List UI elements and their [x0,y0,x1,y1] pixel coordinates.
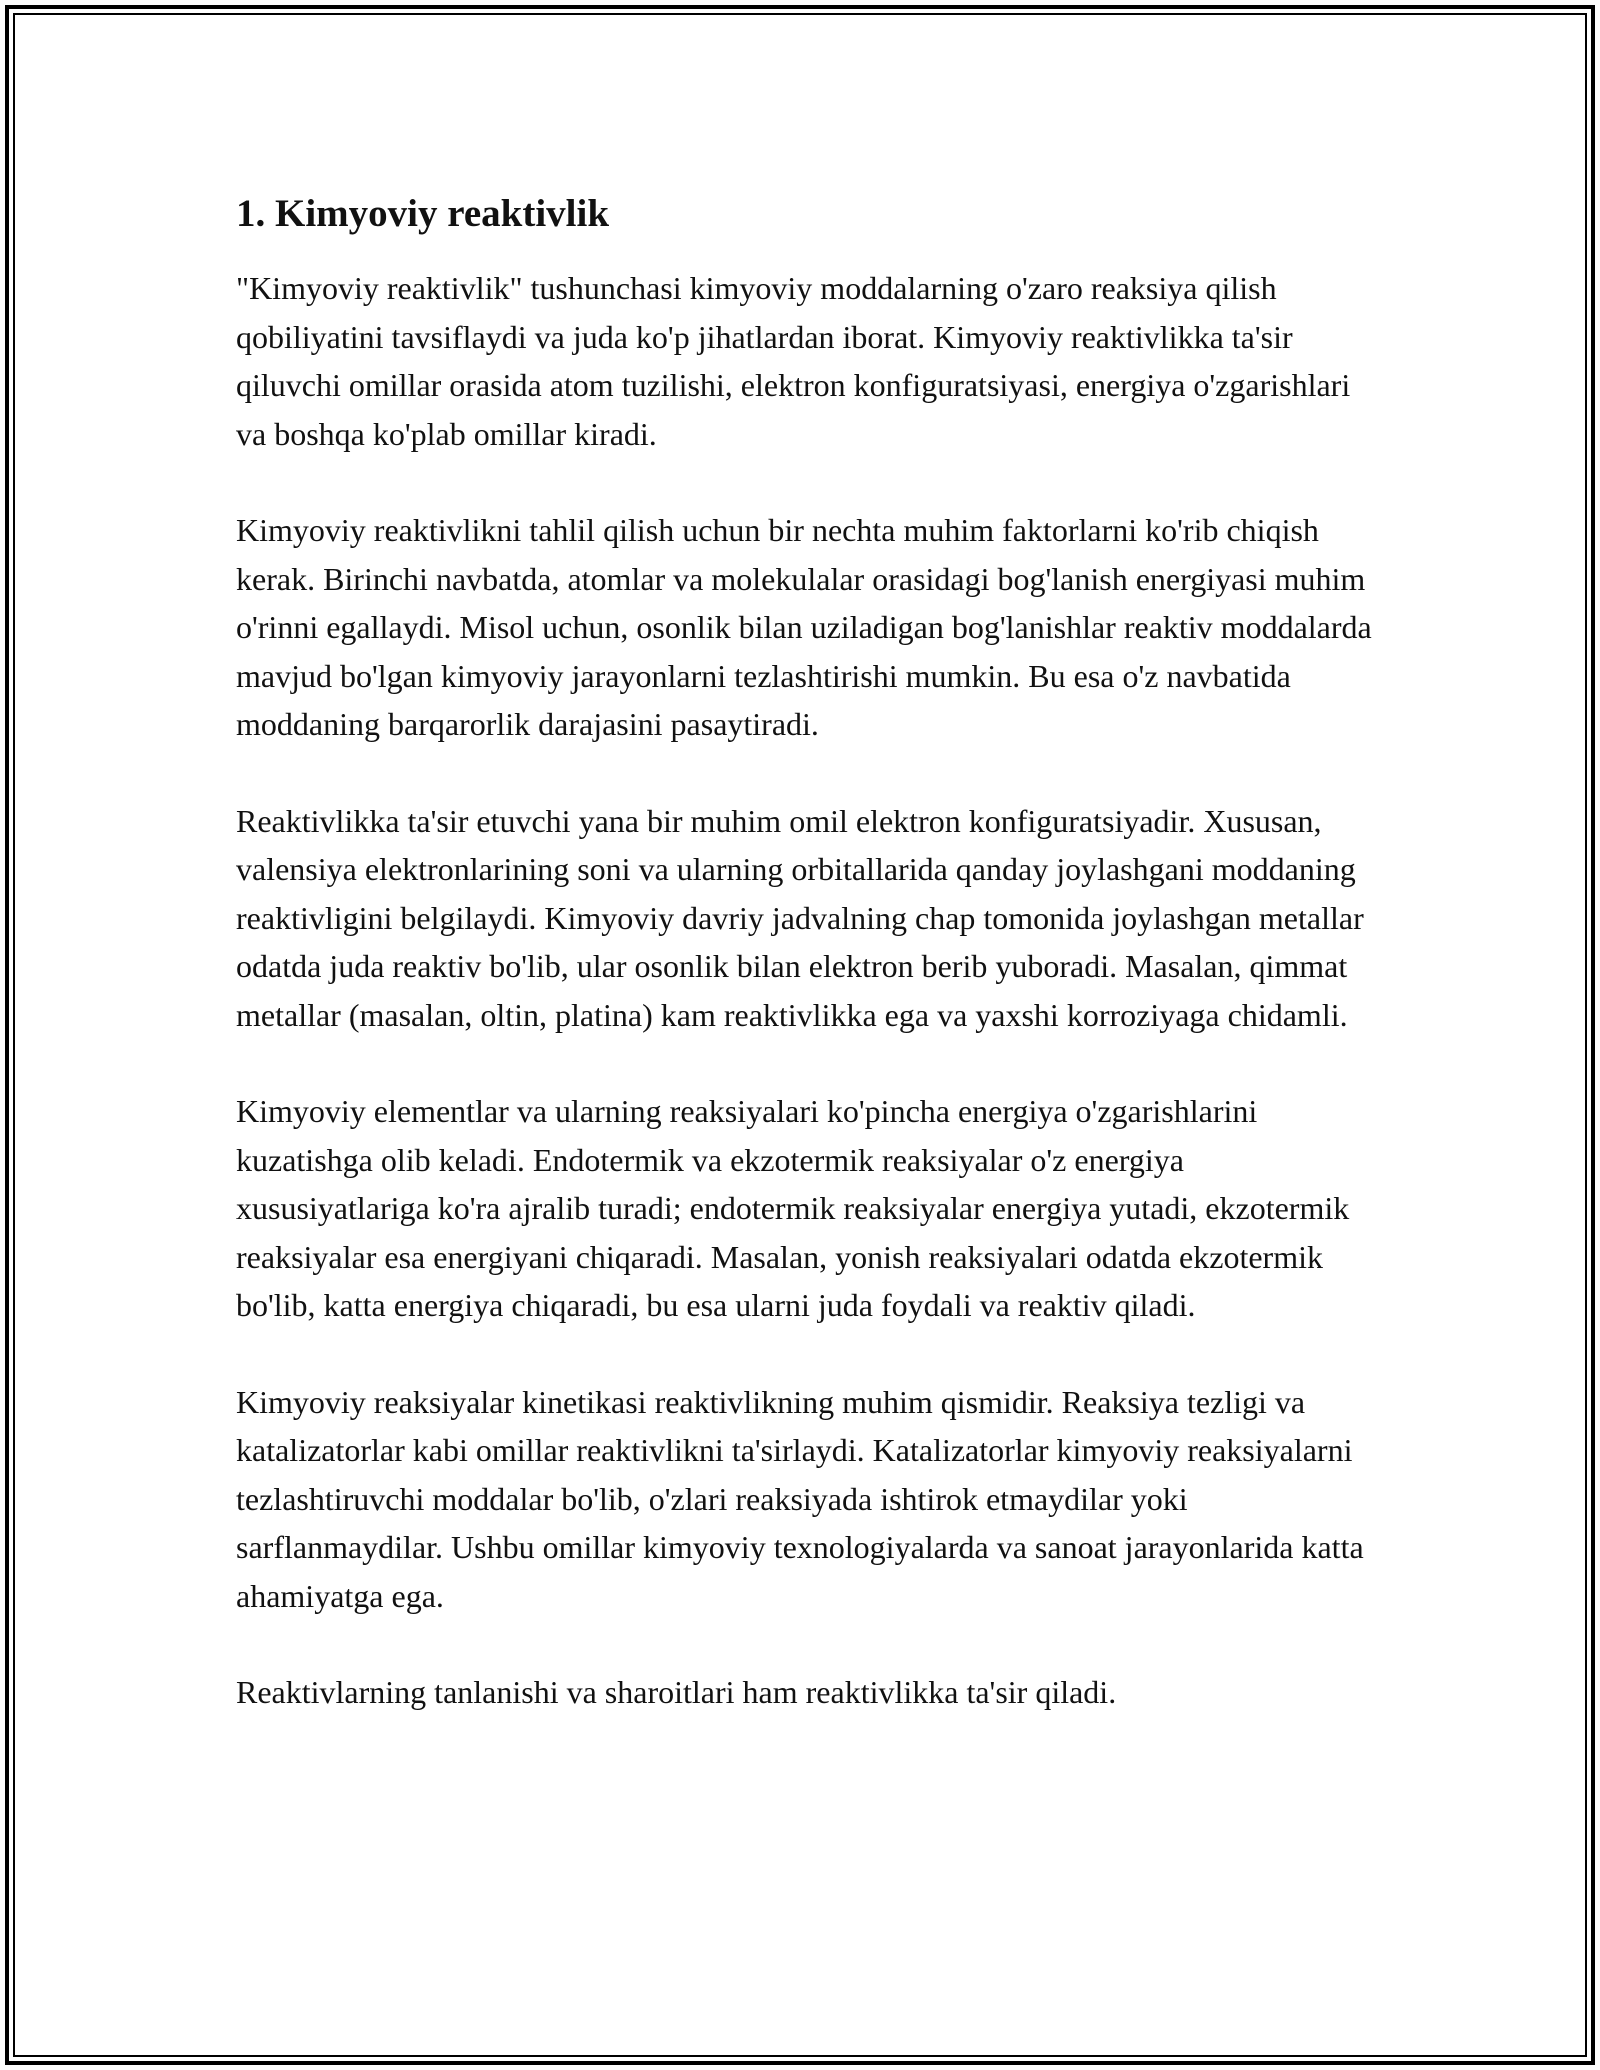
paragraph-2: Kimyoviy reaktivlikni tahlil qilish uchun bir nechta muhim faktorlarni ko'rib chiqish kerak. Birinchi navbatda, atomlar va molekulalar orasidagi bog'lanish energiyasi muhim o'rinni egallaydi. Misol uchun, osonlik bilan uziladigan bog'lanishlar reaktiv moddalarda mavjud bo'lgan kimyoviy jarayonlarni tezlashtirishi mumkin. Bu esa o'z navbatida moddaning barqarorlik darajasini pasaytiradi. [236,512,1372,742]
paragraph-3: Reaktivlikka ta'sir etuvchi yana bir muhim omil elektron konfiguratsiyadir. Xususan, valensiya elektronlarining soni va ularning orbitallarida qanday joylashgani moddaning reaktivligini belgilaydi. Kimyoviy davriy jadvalning chap tomonida joylashgan metallar odatda juda reaktiv bo'lib, ular osonlik bilan elektron berib yuboradi. Masalan, qimmat metallar (masalan, oltin, platina) kam reaktivlikka ega va yaxshi korroziyaga chidamli. [236,802,1364,1033]
paragraph-6: Reaktivlarning tanlanishi va sharoitlari ham reaktivlikka ta'sir qiladi. [236,1674,1117,1710]
document-content [236,186,1376,1717]
paragraph-1: "Kimyoviy reaktivlik" tushunchasi kimyoviy moddalarning o'zaro reaksiya qilish qobiliyatini tavsiflaydi va juda ko'p jihatlardan iborat. Kimyoviy reaktivlikka ta'sir qiluvchi omillar orasida atom tuzilishi, elektron konfiguratsiyasi, energiya o'zgarishlari va boshqa ko'plab omillar kiradi. [236,270,1351,452]
paragraph-5: Kimyoviy reaksiyalar kinetikasi reaktivlikning muhim qismidir. Reaksiya tezligi va katalizatorlar kabi omillar reaktivlikni ta'sirlaydi. Katalizatorlar kimyoviy reaksiyalarni tezlashtiruvchi moddalar bo'lib, o'zlari reaksiyada ishtirok etmaydilar yoki sarflanmaydilar. Ushbu omillar kimyoviy texnologiyalarda va sanoat jarayonlarida katta ahamiyatga ega. [236,1383,1364,1614]
paragraph-4: Kimyoviy elementlar va ularning reaksiyalari ko'pincha energiya o'zgarishlarini kuzatishga olib keladi. Endotermik va ekzotermik reaksiyalar o'z energiya xususiyatlariga ko'ra ajralib turadi; endotermik reaksiyalar energiya yutadi, ekzotermik reaksiyalar esa energiyani chiqaradi. Masalan, yonish reaksiyalari odatda ekzotermik bo'lib, katta energiya chiqaradi, bu esa ularni juda foydali va reaktiv qiladi. [236,1093,1350,1323]
section-heading: 1. Kimyoviy reaktivlik [236,192,610,235]
